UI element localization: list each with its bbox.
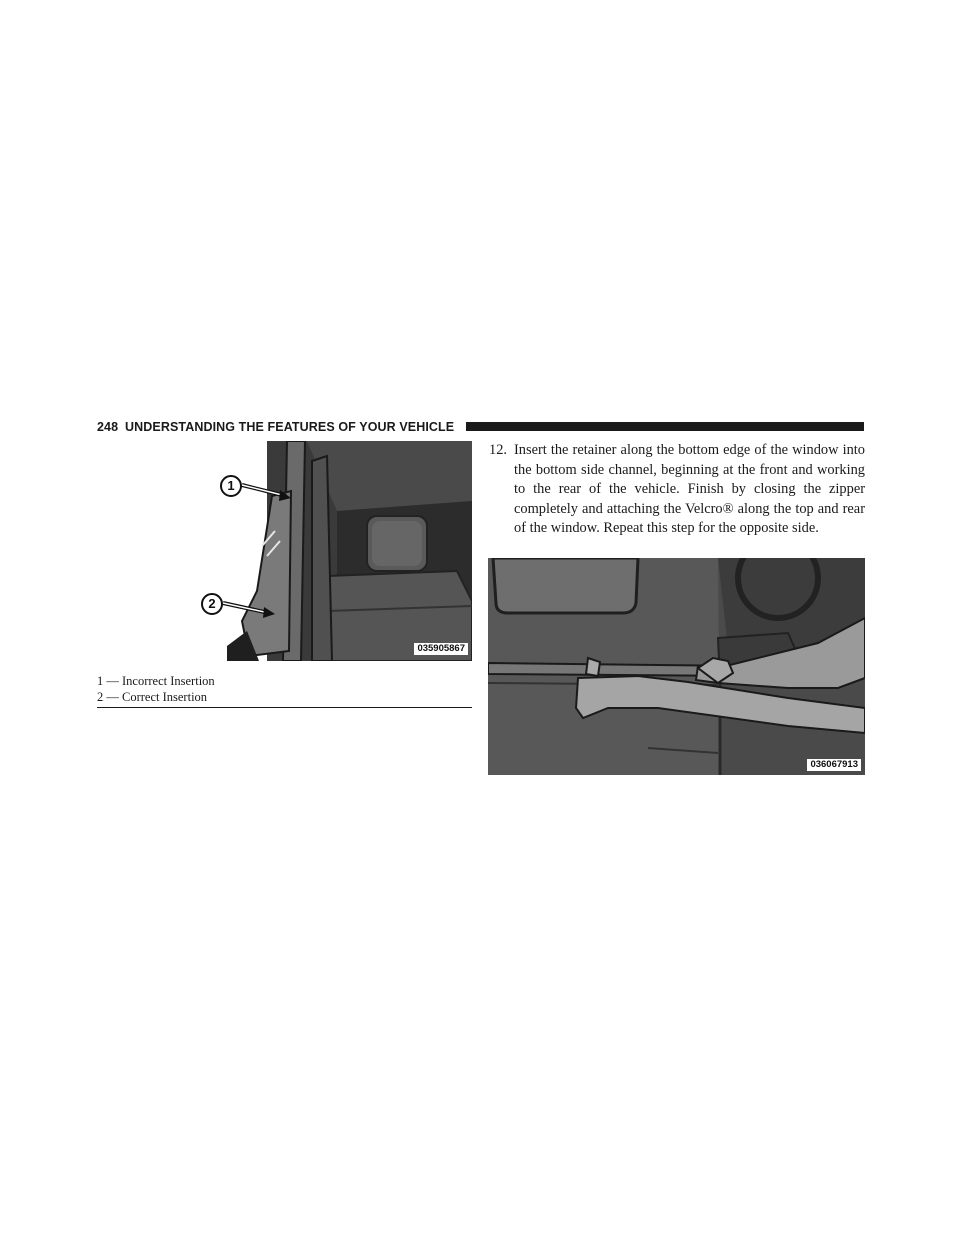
- section-title: UNDERSTANDING THE FEATURES OF YOUR VEHICLE: [125, 420, 455, 434]
- figure-code: 035905867: [414, 643, 468, 655]
- page-header: [97, 419, 864, 435]
- legend-item: 2 — Correct Insertion: [97, 690, 208, 704]
- window-insertion-illustration: [187, 441, 472, 661]
- instruction-step: [489, 441, 865, 539]
- legend-rule: [97, 707, 472, 708]
- step-text: Insert the retainer along the bottom edge of the window into the bottom side channel, beginning at the front and working to the rear of the vehicle. Finish by closing the zipper completely and attaching the Velcro® along the top and rear of the window. Repeat this step for the opposite side.: [514, 442, 865, 537]
- figure-window-insertion: [187, 441, 472, 661]
- step-number: 12.: [489, 442, 507, 458]
- callout-2: 2: [201, 593, 223, 615]
- header-rule: [466, 422, 864, 431]
- figure-legend: [97, 673, 472, 705]
- figure-retainer-insertion: [488, 558, 865, 775]
- figure-code: 036067913: [807, 759, 861, 771]
- retainer-insertion-illustration: [488, 558, 865, 775]
- legend-item: 1 — Incorrect Insertion: [97, 674, 215, 688]
- page-number: 248: [97, 420, 119, 434]
- callout-1: 1: [220, 475, 242, 497]
